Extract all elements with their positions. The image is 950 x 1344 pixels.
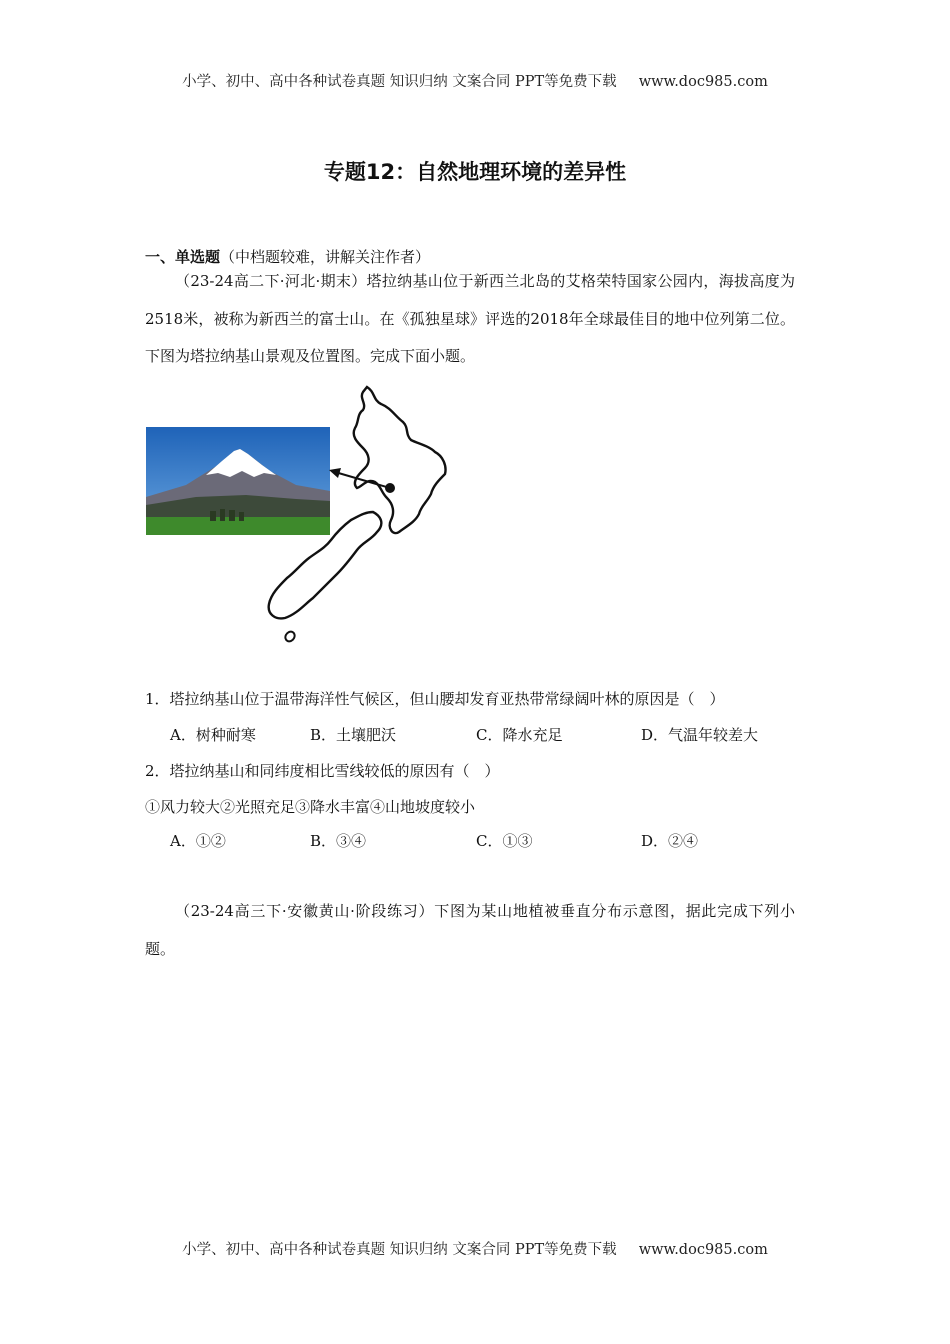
footer-text: 小学、初中、高中各种试卷真题 知识归纳 文案合同 PPT等免费下载 — [182, 1242, 617, 1258]
q2-option-a[interactable]: A．①② — [170, 832, 226, 850]
q2-option-b[interactable]: B．③④ — [310, 832, 367, 850]
section-heading-label: 一、单选题 — [145, 248, 221, 266]
header-text: 小学、初中、高中各种试卷真题 知识归纳 文案合同 PPT等免费下载 — [182, 74, 617, 90]
question-2-statements: ①风力较大②光照充足③降水丰富④山地坡度较小 — [145, 798, 476, 816]
page-footer — [0, 1238, 950, 1259]
new-zealand-outline-map — [255, 382, 485, 647]
q1-option-b[interactable]: B．土壤肥沃 — [310, 726, 397, 744]
passage-taranaki: （23-24高二下·河北·期末）塔拉纳基山位于新西兰北岛的艾格荣特国家公园内，海拔高度为2518米，被称为新西兰的富士山。在《孤独星球》评选的2018年全球最佳目的地中位列第二位。下图为塔拉纳基山景观及位置图。完成下面小题。 — [145, 272, 795, 365]
question-1-stem: 1．塔拉纳基山位于温带海洋性气候区，但山腰却发育亚热带常绿阔叶林的原因是（ ） — [145, 690, 725, 708]
question-2-stem: 2．塔拉纳基山和同纬度相比雪线较低的原因有（ ） — [145, 762, 500, 780]
passage-vegetation: （23-24高三下·安徽黄山·阶段练习）下图为某山地植被垂直分布示意图，据此完成下列小题。 — [145, 902, 795, 958]
q1-option-a[interactable]: A．树种耐寒 — [170, 726, 256, 744]
q2-option-d[interactable]: D．②④ — [641, 832, 699, 850]
q1-option-d[interactable]: D．气温年较差大 — [641, 726, 759, 744]
footer-site-link[interactable]: www.doc985.com — [638, 1242, 768, 1258]
q2-option-c[interactable]: C．①③ — [476, 832, 533, 850]
q1-option-c[interactable]: C．降水充足 — [476, 726, 563, 744]
page-header — [0, 70, 950, 91]
section-heading-note: （中档题较难，讲解关注作者） — [220, 248, 431, 266]
header-site-link[interactable]: www.doc985.com — [638, 74, 768, 90]
page-title: 专题12：自然地理环境的差异性 — [323, 160, 627, 184]
